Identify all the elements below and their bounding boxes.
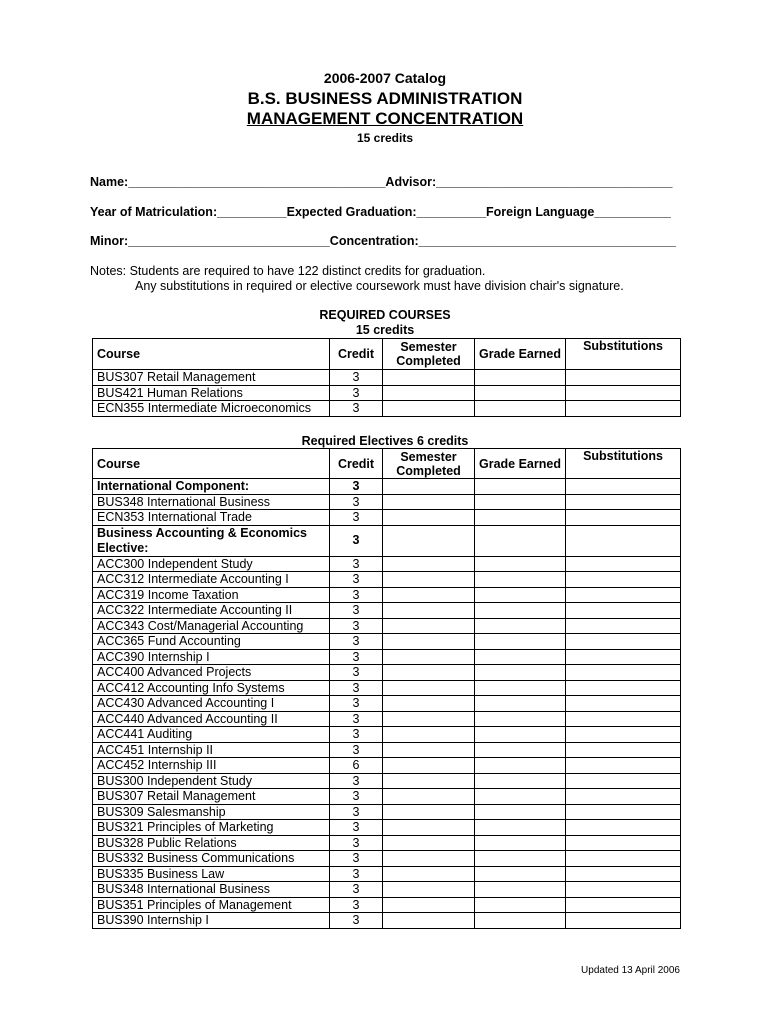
- substitution-cell[interactable]: [566, 556, 681, 572]
- course-credit: 3: [330, 882, 383, 898]
- grade-cell[interactable]: [475, 603, 566, 619]
- grade-cell[interactable]: [475, 572, 566, 588]
- course-credit: 3: [330, 835, 383, 851]
- page-title: B.S. BUSINESS ADMINISTRATION: [247, 89, 523, 108]
- course-name: BUS421 Human Relations: [93, 385, 330, 401]
- course-name: ACC452 Internship III: [93, 758, 330, 774]
- course-credit: 3: [330, 556, 383, 572]
- matriculation-graduation-language-line: Year of Matriculation:__________Expected Graduation:__________Foreign Language___________: [90, 205, 671, 219]
- substitution-cell[interactable]: [566, 510, 681, 526]
- course-credit: 3: [330, 711, 383, 727]
- course-credit: 3: [330, 572, 383, 588]
- minor-concentration-line: Minor:_____________________________Concentration:_____________________________________: [90, 234, 676, 248]
- semester-cell[interactable]: [383, 649, 475, 665]
- course-name: ECN353 International Trade: [93, 510, 330, 526]
- grade-cell[interactable]: [475, 510, 566, 526]
- course-credit: 3: [330, 525, 383, 556]
- substitution-cell[interactable]: [566, 851, 681, 867]
- course-name: ACC451 Internship II: [93, 742, 330, 758]
- semester-cell[interactable]: [383, 665, 475, 681]
- course-credit: 3: [330, 494, 383, 510]
- name-advisor-line: Name:_____________________________________Advisor:__________________________________: [90, 175, 673, 189]
- course-name: BUS307 Retail Management: [93, 370, 330, 386]
- table-row: [93, 680, 681, 696]
- table-row: [93, 649, 681, 665]
- course-credit: 3: [330, 649, 383, 665]
- course-credit: 3: [330, 696, 383, 712]
- substitution-cell[interactable]: [566, 913, 681, 929]
- group-heading: International Component:: [93, 479, 330, 495]
- course-name: ACC343 Cost/Managerial Accounting: [93, 618, 330, 634]
- grade-cell[interactable]: [475, 835, 566, 851]
- course-name: ECN355 Intermediate Microeconomics: [93, 401, 330, 417]
- substitution-cell[interactable]: [566, 773, 681, 789]
- grade-cell[interactable]: [475, 897, 566, 913]
- semester-cell[interactable]: [383, 618, 475, 634]
- course-name: ACC400 Advanced Projects: [93, 665, 330, 681]
- course-credit: 3: [330, 385, 383, 401]
- table-row: [93, 556, 681, 572]
- grade-cell[interactable]: [475, 758, 566, 774]
- updated-date: Updated 13 April 2006: [581, 965, 680, 976]
- table-row: [93, 572, 681, 588]
- semester-cell[interactable]: [383, 370, 475, 386]
- semester-cell[interactable]: [383, 913, 475, 929]
- course-credit: 3: [330, 789, 383, 805]
- grade-cell[interactable]: [475, 556, 566, 572]
- notes-line-2-text: Any substitutions in required or elective coursework must have division chair's signature.: [135, 279, 624, 293]
- substitution-cell[interactable]: [566, 385, 681, 401]
- substitution-cell[interactable]: [566, 665, 681, 681]
- grade-cell[interactable]: [475, 494, 566, 510]
- header-semester: Semester Completed: [383, 339, 475, 370]
- required-courses-title: REQUIRED COURSES: [319, 308, 451, 322]
- substitution-cell[interactable]: [566, 897, 681, 913]
- semester-cell[interactable]: [383, 479, 475, 495]
- course-credit: 3: [330, 742, 383, 758]
- notes-line-2: [90, 279, 624, 293]
- table-row: [93, 742, 681, 758]
- header-grade: Grade Earned: [475, 339, 566, 370]
- table-row: [93, 897, 681, 913]
- substitution-cell[interactable]: [566, 866, 681, 882]
- total-credits: 15 credits: [356, 131, 414, 145]
- group-heading: Business Accounting & Economics Elective:: [93, 525, 330, 556]
- header-credit: Credit: [330, 449, 383, 479]
- header-credit: Credit: [330, 339, 383, 370]
- grade-cell[interactable]: [475, 479, 566, 495]
- course-credit: 3: [330, 603, 383, 619]
- substitution-cell[interactable]: [566, 680, 681, 696]
- table-row: [93, 510, 681, 526]
- course-name: BUS328 Public Relations: [93, 835, 330, 851]
- course-name: BUS321 Principles of Marketing: [93, 820, 330, 836]
- substitution-cell[interactable]: [566, 727, 681, 743]
- substitution-cell[interactable]: [566, 820, 681, 836]
- course-name: ACC365 Fund Accounting: [93, 634, 330, 650]
- grade-cell[interactable]: [475, 385, 566, 401]
- substitution-cell[interactable]: [566, 742, 681, 758]
- grade-cell[interactable]: [475, 649, 566, 665]
- semester-cell[interactable]: [383, 680, 475, 696]
- electives-title: Required Electives 6 credits: [301, 434, 469, 448]
- course-name: ACC390 Internship I: [93, 649, 330, 665]
- table-row: [93, 401, 681, 417]
- course-name: ACC300 Independent Study: [93, 556, 330, 572]
- grade-cell[interactable]: [475, 820, 566, 836]
- header-grade: Grade Earned: [475, 449, 566, 479]
- table-row: [93, 479, 681, 495]
- course-credit: 3: [330, 370, 383, 386]
- grade-cell[interactable]: [475, 711, 566, 727]
- grade-cell[interactable]: [475, 618, 566, 634]
- semester-cell[interactable]: [383, 494, 475, 510]
- header-course: Course: [93, 339, 330, 370]
- course-credit: 3: [330, 773, 383, 789]
- course-name: BUS335 Business Law: [93, 866, 330, 882]
- substitution-cell[interactable]: [566, 758, 681, 774]
- grade-cell[interactable]: [475, 401, 566, 417]
- table-row: [93, 820, 681, 836]
- substitution-cell[interactable]: [566, 789, 681, 805]
- course-credit: 3: [330, 401, 383, 417]
- grade-cell[interactable]: [475, 587, 566, 603]
- course-name: BUS390 Internship I: [93, 913, 330, 929]
- semester-cell[interactable]: [383, 525, 475, 556]
- header-substitutions: Substitutions: [566, 449, 681, 479]
- substitution-cell[interactable]: [566, 649, 681, 665]
- course-name: ACC322 Intermediate Accounting II: [93, 603, 330, 619]
- table-row: [93, 385, 681, 401]
- course-name: ACC319 Income Taxation: [93, 587, 330, 603]
- header-semester: Semester Completed: [383, 449, 475, 479]
- semester-cell[interactable]: [383, 789, 475, 805]
- semester-cell[interactable]: [383, 897, 475, 913]
- semester-cell[interactable]: [383, 851, 475, 867]
- course-credit: 3: [330, 851, 383, 867]
- semester-cell[interactable]: [383, 696, 475, 712]
- course-credit: 3: [330, 804, 383, 820]
- course-credit: 6: [330, 758, 383, 774]
- table-row: [93, 804, 681, 820]
- course-credit: 3: [330, 634, 383, 650]
- table-row: [93, 370, 681, 386]
- course-name: BUS351 Principles of Management: [93, 897, 330, 913]
- course-name: BUS307 Retail Management: [93, 789, 330, 805]
- required-courses-table: [92, 338, 681, 417]
- course-credit: 3: [330, 479, 383, 495]
- grade-cell[interactable]: [475, 634, 566, 650]
- table-row: [93, 494, 681, 510]
- semester-cell[interactable]: [383, 727, 475, 743]
- semester-cell[interactable]: [383, 711, 475, 727]
- semester-cell[interactable]: [383, 556, 475, 572]
- semester-cell[interactable]: [383, 385, 475, 401]
- table-row: [93, 758, 681, 774]
- substitution-cell[interactable]: [566, 603, 681, 619]
- grade-cell[interactable]: [475, 882, 566, 898]
- table-row: [93, 789, 681, 805]
- grade-cell[interactable]: [475, 773, 566, 789]
- course-credit: 3: [330, 510, 383, 526]
- substitution-cell[interactable]: [566, 835, 681, 851]
- course-credit: 3: [330, 866, 383, 882]
- catalog-year: 2006-2007 Catalog: [323, 70, 447, 86]
- substitution-cell[interactable]: [566, 401, 681, 417]
- grade-cell[interactable]: [475, 913, 566, 929]
- course-name: ACC441 Auditing: [93, 727, 330, 743]
- substitution-cell[interactable]: [566, 494, 681, 510]
- semester-cell[interactable]: [383, 510, 475, 526]
- substitution-cell[interactable]: [566, 525, 681, 556]
- electives-table: [92, 448, 681, 929]
- grade-cell[interactable]: [475, 727, 566, 743]
- grade-cell[interactable]: [475, 804, 566, 820]
- header-substitutions: Substitutions: [566, 339, 681, 370]
- table-row: [93, 851, 681, 867]
- required-courses-credits: 15 credits: [355, 323, 415, 337]
- grade-cell[interactable]: [475, 789, 566, 805]
- semester-cell[interactable]: [383, 820, 475, 836]
- substitution-cell[interactable]: [566, 370, 681, 386]
- course-name: BUS348 International Business: [93, 494, 330, 510]
- grade-cell[interactable]: [475, 742, 566, 758]
- semester-cell[interactable]: [383, 603, 475, 619]
- course-credit: 3: [330, 913, 383, 929]
- course-name: BUS300 Independent Study: [93, 773, 330, 789]
- grade-cell[interactable]: [475, 665, 566, 681]
- notes-line-1: Notes: Students are required to have 122 distinct credits for graduation.: [90, 264, 486, 278]
- course-credit: 3: [330, 665, 383, 681]
- table-row: [93, 882, 681, 898]
- course-name: ACC412 Accounting Info Systems: [93, 680, 330, 696]
- substitution-cell[interactable]: [566, 587, 681, 603]
- semester-cell[interactable]: [383, 773, 475, 789]
- grade-cell[interactable]: [475, 370, 566, 386]
- semester-cell[interactable]: [383, 572, 475, 588]
- course-name: ACC312 Intermediate Accounting I: [93, 572, 330, 588]
- course-credit: 3: [330, 820, 383, 836]
- substitution-cell[interactable]: [566, 634, 681, 650]
- substitution-cell[interactable]: [566, 618, 681, 634]
- table-row: [93, 634, 681, 650]
- course-credit: 3: [330, 727, 383, 743]
- semester-cell[interactable]: [383, 742, 475, 758]
- table-row: [93, 603, 681, 619]
- table-row: [93, 618, 681, 634]
- substitution-cell[interactable]: [566, 882, 681, 898]
- grade-cell[interactable]: [475, 525, 566, 556]
- grade-cell[interactable]: [475, 866, 566, 882]
- semester-cell[interactable]: [383, 882, 475, 898]
- table-row: [93, 587, 681, 603]
- semester-cell[interactable]: [383, 758, 475, 774]
- table-row: [93, 773, 681, 789]
- page-subtitle: MANAGEMENT CONCENTRATION: [246, 109, 524, 128]
- semester-cell[interactable]: [383, 804, 475, 820]
- course-name: BUS348 International Business: [93, 882, 330, 898]
- semester-cell[interactable]: [383, 401, 475, 417]
- table-row: [93, 835, 681, 851]
- grade-cell[interactable]: [475, 696, 566, 712]
- table-row: [93, 696, 681, 712]
- table-row: [93, 866, 681, 882]
- grade-cell[interactable]: [475, 851, 566, 867]
- course-name: BUS332 Business Communications: [93, 851, 330, 867]
- course-name: ACC440 Advanced Accounting II: [93, 711, 330, 727]
- substitution-cell[interactable]: [566, 479, 681, 495]
- header-course: Course: [93, 449, 330, 479]
- table-row: [93, 665, 681, 681]
- semester-cell[interactable]: [383, 587, 475, 603]
- substitution-cell[interactable]: [566, 696, 681, 712]
- table-row: [93, 525, 681, 556]
- course-name: BUS309 Salesmanship: [93, 804, 330, 820]
- grade-cell[interactable]: [475, 680, 566, 696]
- course-credit: 3: [330, 897, 383, 913]
- semester-cell[interactable]: [383, 835, 475, 851]
- table-row: [93, 711, 681, 727]
- semester-cell[interactable]: [383, 634, 475, 650]
- table-row: [93, 913, 681, 929]
- table-row: [93, 727, 681, 743]
- course-credit: 3: [330, 587, 383, 603]
- course-credit: 3: [330, 680, 383, 696]
- substitution-cell[interactable]: [566, 572, 681, 588]
- course-name: ACC430 Advanced Accounting I: [93, 696, 330, 712]
- course-credit: 3: [330, 618, 383, 634]
- substitution-cell[interactable]: [566, 804, 681, 820]
- substitution-cell[interactable]: [566, 711, 681, 727]
- semester-cell[interactable]: [383, 866, 475, 882]
